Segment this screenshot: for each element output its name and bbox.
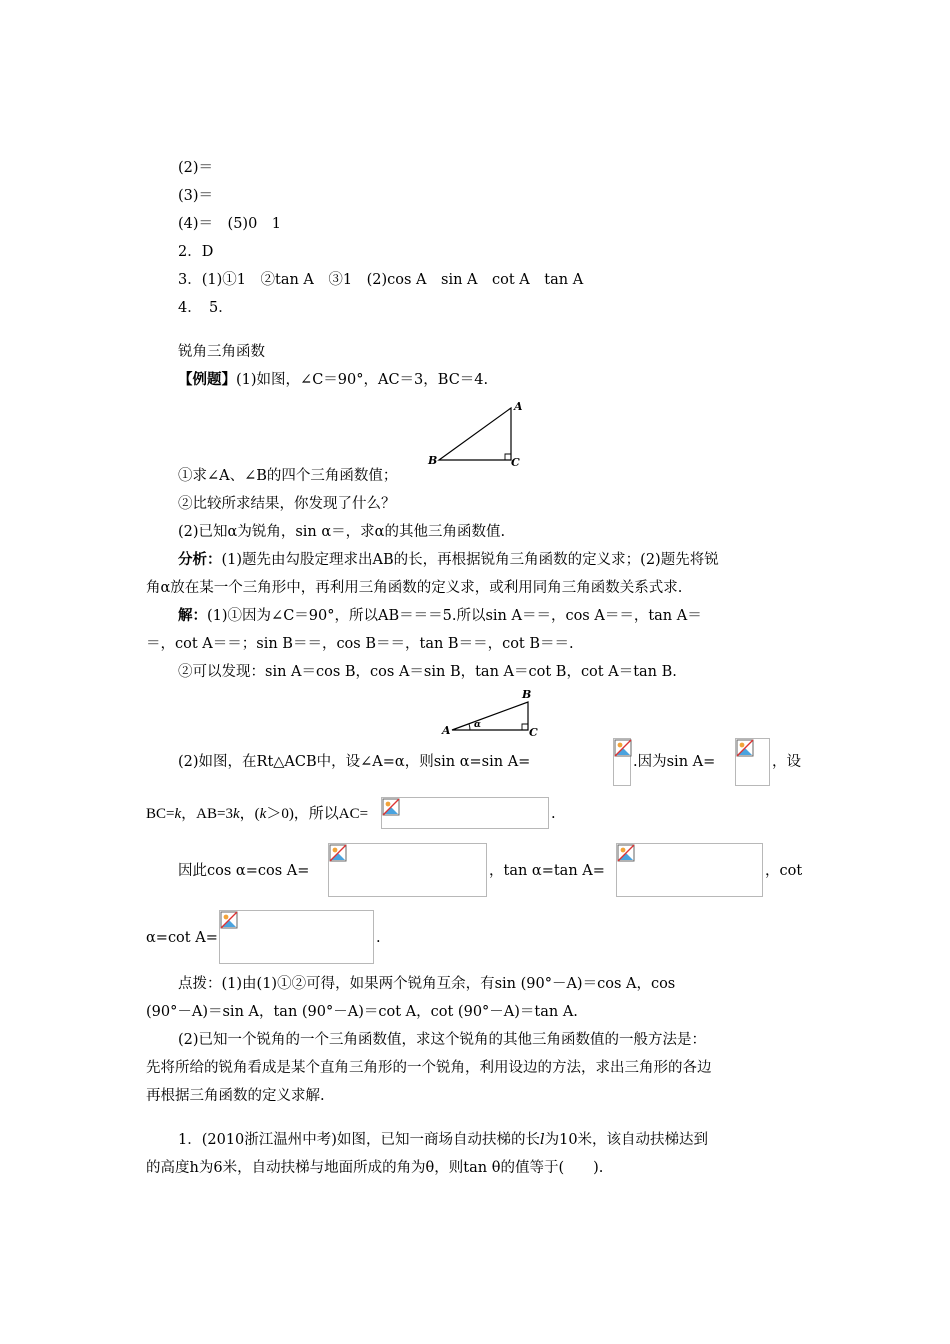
alpha-arc [469, 724, 470, 730]
paren-open: ，( [239, 806, 260, 822]
tips-line-3: (2)已知一个锐角的一个三角函数值，求这个锐角的其他三角函数值的一般方法是： [178, 1032, 707, 1048]
exercise-text-1a: 1．(2010浙江温州中考)如图，已知一商场自动扶梯的长 [178, 1132, 540, 1148]
tips-line-4: 先将所给的锐角看成是某个直角三角形的一个锐角，利用设边的方法，求出三角形的各边 [146, 1060, 712, 1076]
fig2-label-a: A [442, 724, 451, 737]
analysis-text-1: (1)题先由勾股定理求出AB的长，再根据锐角三角函数的定义求；(2)题先将锐 [221, 552, 719, 568]
solution-part4-text-b: ，tan α=tan A= [489, 863, 605, 879]
formula-image-placeholder-5 [616, 843, 763, 897]
broken-image-icon [382, 798, 400, 816]
formula-image-placeholder-1 [613, 738, 631, 786]
example-question-1: ①求∠A、∠B的四个三角函数值； [178, 468, 398, 484]
example-label: 【例题】 [178, 371, 236, 388]
analysis-label: 分析： [178, 551, 222, 568]
solution-part3-period: . [551, 806, 556, 822]
right-angle-mark-2 [522, 724, 528, 730]
formula-image-placeholder-3 [381, 797, 549, 829]
broken-image-icon [736, 739, 754, 757]
solution-part4-text-c: ，cot [765, 863, 803, 879]
broken-image-icon [220, 911, 238, 929]
var-l: l [539, 1132, 545, 1148]
solution-text-1: (1)①因为∠C＝90°，所以AB＝＝＝5.所以sin A＝＝，cos A＝＝，tan A＝ [207, 608, 702, 624]
answer-q4-5: 4． 5． [178, 300, 233, 316]
tips-line-1: 点拨：(1)由(1)①②可得，如果两个锐角互余，有sin (90°－A)＝cos A，cos [178, 976, 676, 992]
solution-part4-text-a: 因此cos α=cos A= [178, 863, 310, 879]
fig2-label-c: C [529, 726, 538, 739]
solution-line-3: ②可以发现：sin A＝cos B，cos A＝sin B，tan A＝cot B，cot A＝tan B. [178, 664, 677, 680]
ab-label: ，AB=3 [181, 806, 233, 822]
solution-part3-line [146, 804, 368, 824]
triangle-figure-1 [425, 396, 525, 470]
answer-q2: 2．D [178, 244, 214, 260]
solution-part2-text-a: (2)如图，在Rt△ACB中，设∠A=α，则sin α=sin A= [178, 754, 531, 770]
var-k-2: k [232, 806, 240, 822]
tips-line-2: (90°－A)＝sin A，tan (90°－A)＝cot A，cot (90°－A)＝tan A. [146, 1004, 578, 1020]
formula-image-placeholder-2 [735, 738, 770, 786]
triangle-acb-shape [452, 702, 528, 730]
var-k-1: k [174, 806, 182, 822]
var-k-3: k [259, 806, 267, 822]
answer-line-3: (3)＝ [178, 188, 214, 204]
fig2-label-alpha: α [474, 720, 481, 730]
analysis-line-2: 角α放在某一个三角形中，再利用三角函数的定义求，或利用同角三角函数关系式求. [146, 580, 683, 596]
tips-line-5: 再根据三角函数的定义求解. [146, 1088, 325, 1104]
solution-label: 解： [178, 607, 207, 624]
solution-part2-text-b: .因为sin A= [633, 754, 716, 770]
exercise-text-1b: 为10米，该自动扶梯达到 [544, 1132, 709, 1148]
triangle-figure-2 [440, 686, 550, 740]
fig1-label-a: A [514, 400, 523, 413]
solution-part5-period: . [376, 930, 381, 946]
exercise-line-2: 的高度h为6米，自动扶梯与地面所成的角为θ，则tan θ的值等于( ). [146, 1160, 604, 1176]
answer-line-4-5: (4)＝ (5)0 1 [178, 216, 282, 232]
example-question-3: (2)已知α为锐角，sin α＝，求α的其他三角函数值. [178, 524, 506, 540]
formula-image-placeholder-6 [219, 910, 374, 964]
bc-label: BC= [146, 806, 175, 822]
solution-part5-text-a: α=cot A= [146, 930, 218, 946]
analysis-line-1 [178, 550, 719, 570]
broken-image-icon [614, 739, 632, 757]
fig1-label-c: C [511, 456, 520, 469]
broken-image-icon [329, 844, 347, 862]
ac-label: ＞0)，所以AC= [266, 806, 369, 822]
solution-line-1 [178, 606, 702, 626]
answer-q3: 3．(1)①1 ②tan A ③1 (2)cos A sin A cot A tan A [178, 272, 584, 288]
example-intro-line [178, 370, 488, 390]
triangle-abc-shape [439, 408, 511, 460]
solution-line-2: ＝，cot A＝＝；sin B＝＝，cos B＝＝，tan B＝＝，cot B＝＝. [146, 636, 574, 652]
section-title: 锐角三角函数 [178, 344, 265, 360]
fig2-label-b: B [522, 688, 532, 701]
broken-image-icon [617, 844, 635, 862]
exercise-line-1 [178, 1130, 708, 1150]
example-intro: (1)如图，∠C＝90°，AC＝3，BC＝4. [236, 372, 489, 388]
formula-image-placeholder-4 [328, 843, 487, 897]
answer-line-2: (2)＝ [178, 160, 214, 176]
solution-part2-text-c: ，设 [772, 754, 801, 770]
example-question-2: ②比较所求结果，你发现了什么？ [178, 496, 396, 512]
fig1-label-b: B [428, 454, 438, 467]
